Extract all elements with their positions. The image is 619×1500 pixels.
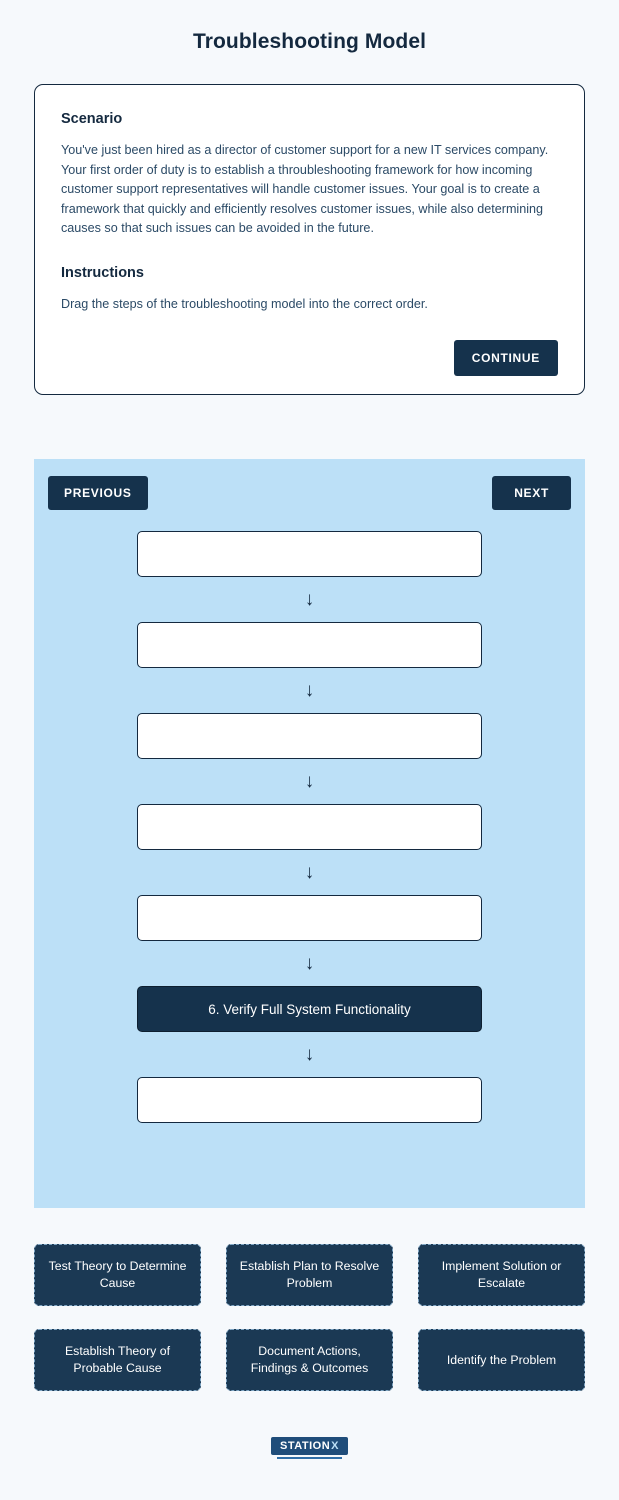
scenario-card [34, 84, 585, 395]
footer [0, 1437, 619, 1455]
arrow-down-icon: ↓ [304, 589, 315, 610]
page-title: Troubleshooting Model [192, 30, 427, 53]
instructions-heading: Instructions [61, 264, 144, 281]
drag-drop-activity-panel [34, 459, 585, 1208]
draggable-tile[interactable]: Test Theory to Determine Cause [34, 1244, 201, 1306]
next-button[interactable]: NEXT [492, 476, 571, 510]
logo-text: STATION [280, 1440, 331, 1452]
stationx-logo [271, 1437, 348, 1455]
drop-slot-1[interactable] [137, 531, 482, 577]
scenario-heading: Scenario [61, 111, 123, 127]
arrow-down-icon: ↓ [304, 680, 315, 701]
logo-accent-letter: X [331, 1440, 339, 1452]
draggable-tile[interactable]: Implement Solution or Escalate [418, 1244, 585, 1306]
drop-slot-3[interactable] [137, 713, 482, 759]
continue-button[interactable]: CONTINUE [454, 340, 558, 376]
flow-diagram [34, 531, 585, 1123]
continue-row [61, 340, 558, 376]
drop-slot-2[interactable] [137, 622, 482, 668]
drop-slot-4[interactable] [137, 804, 482, 850]
draggable-tile[interactable]: Identify the Problem [418, 1329, 585, 1391]
drop-slot-7[interactable] [137, 1077, 482, 1123]
scenario-body: You've just been hired as a director of customer support for a new IT services company. Your first order of duty is to establish a throubleshooting framework for how incoming customer support representatives will handle customer issues. Your goal is to create a framework that quickly and efficiently resolves customer issues, while also determining causes so that such issues can be avoided in the future. [61, 143, 549, 236]
arrow-down-icon: ↓ [304, 771, 315, 792]
previous-button[interactable]: PREVIOUS [48, 476, 148, 510]
arrow-down-icon: ↓ [304, 1044, 315, 1065]
draggable-tile[interactable]: Establish Plan to Resolve Problem [226, 1244, 393, 1306]
draggable-tile[interactable]: Document Actions, Findings & Outcomes [226, 1329, 393, 1391]
drop-slot-6[interactable]: 6. Verify Full System Functionality [137, 986, 482, 1032]
draggable-tile-tray [34, 1244, 585, 1391]
arrow-down-icon: ↓ [304, 953, 315, 974]
drop-slot-5[interactable] [137, 895, 482, 941]
navigation-row [34, 459, 585, 513]
draggable-tile[interactable]: Establish Theory of Probable Cause [34, 1329, 201, 1391]
instructions-body: Drag the steps of the troubleshooting model into the correct order. [61, 296, 428, 311]
logo-underline [277, 1457, 342, 1459]
arrow-down-icon: ↓ [304, 862, 315, 883]
